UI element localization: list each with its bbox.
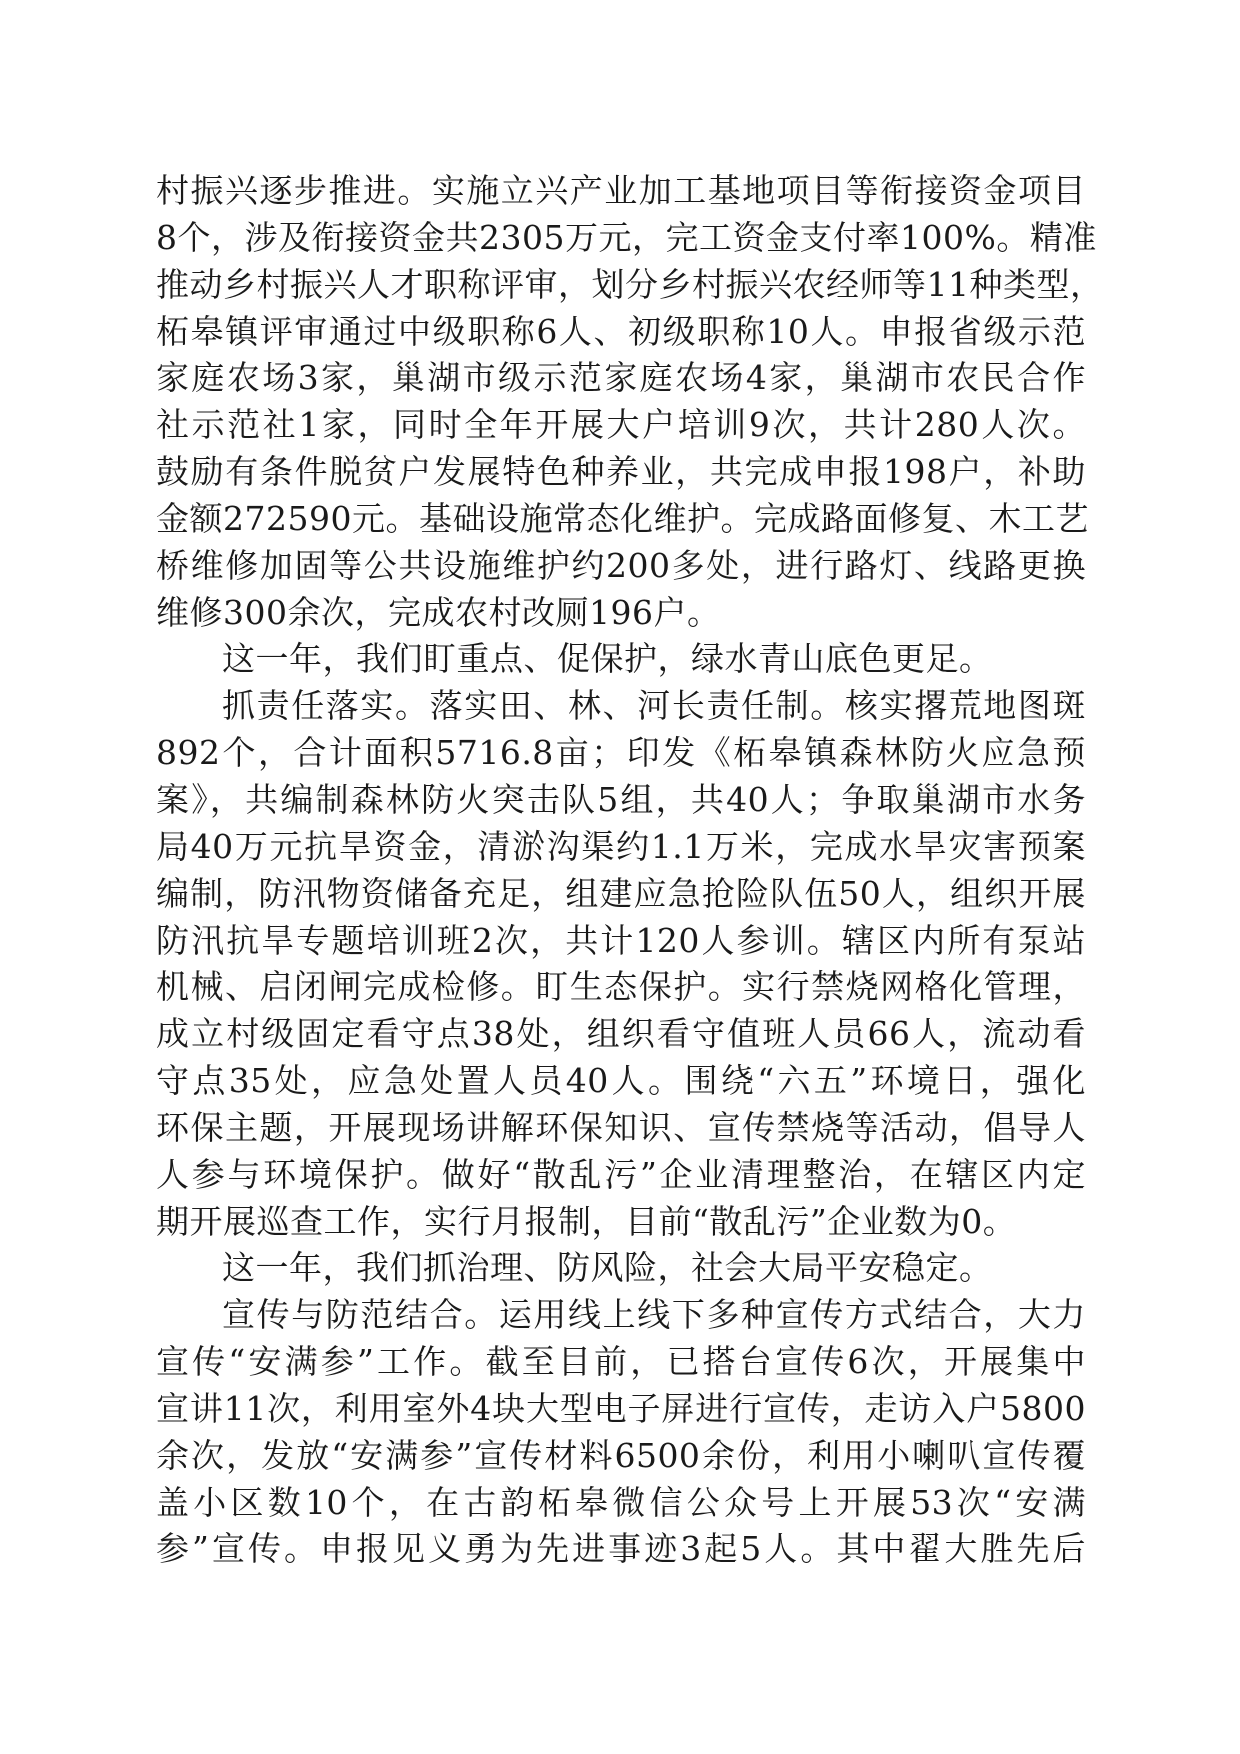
text-line: 宣传“安满参”工作。截至目前，已搭台宣传6次，开展集中 [156,1342,1086,1382]
text-line: 村振兴逐步推进。实施立兴产业加工基地项目等衔接资金项目 [156,171,1086,210]
text-line: 宣讲11次，利用室外4块大型电子屏进行宣传，走访入户5800 [156,1388,1086,1428]
text-line: 社示范社1家，同时全年开展大户培训9次，共计280人次。 [156,405,1086,445]
text-line: 鼓励有条件脱贫户发展特色种养业，共完成申报198户，补助 [156,452,1086,492]
text-line: 局40万元抗旱资金，清淤沟渠约1.1万米，完成水旱灾害预案 [156,826,1086,866]
text-line: 人参与环境保护。做好“散乱污”企业清理整治，在辖区内定 [156,1154,1086,1194]
text-line: 守点35处，应急处置人员40人。围绕“六五”环境日，强化 [156,1061,1086,1101]
text-line: 8个，涉及衔接资金共2305万元，完工资金支付率100%。精准 [156,217,1097,257]
text-line: 期开展巡查工作，实行月报制，目前“散乱污”企业数为0。 [156,1201,1017,1241]
text-line: 柘皋镇评审通过中级职称6人、初级职称10人。申报省级示范 [156,311,1086,351]
text-line: 推动乡村振兴人才职称评审，划分乡村振兴农经师等11种类型， [156,264,1104,304]
paragraph-first-line: 抓责任落实。落实田、林、河长责任制。核实撂荒地图斑 [222,686,1086,726]
text-line: 环保主题，开展现场讲解环保知识、宣传禁烧等活动，倡导人 [156,1107,1086,1147]
body-text [156,168,1104,1573]
text-line: 防汛抗旱专题培训班2次，共计120人参训。辖区内所有泵站 [156,920,1086,960]
text-line: 892个，合计面积5716.8亩；印发《柘皋镇森林防火应急预 [156,733,1086,773]
text-line: 金额272590元。基础设施常态化维护。完成路面修复、木工艺 [156,498,1089,538]
paragraph-first-line: 宣传与防范结合。运用线上线下多种宣传方式结合，大力 [222,1295,1086,1335]
text-line: 桥维修加固等公共设施维护约200多处，进行路灯、线路更换 [156,545,1086,585]
text-line: 案》，共编制森林防火突击队5组，共40人；争取巢湖市水务 [156,779,1086,819]
section-heading: 这一年，我们抓治理、防风险，社会大局平安稳定。 [222,1248,993,1288]
text-line: 机械、启闭闸完成检修。盯生态保护。实行禁烧网格化管理， [156,967,1086,1007]
text-line: 编制，防汛物资储备充足，组建应急抢险队伍50人，组织开展 [156,873,1086,913]
text-line: 维修300余次，完成农村改厕196户。 [156,592,721,632]
text-line: 家庭农场3家，巢湖市级示范家庭农场4家，巢湖市农民合作 [156,358,1086,398]
text-line: 参”宣传。申报见义勇为先进事迹3起5人。其中翟大胜先后 [156,1529,1086,1569]
section-heading: 这一年，我们盯重点、促保护，绿水青山底色更足。 [222,639,993,679]
text-line: 余次，发放“安满参”宣传材料6500余份，利用小喇叭宣传覆 [156,1435,1086,1475]
text-line: 盖小区数10个，在古韵柘皋微信公众号上开展53次“安满 [156,1482,1086,1522]
text-line: 成立村级固定看守点38处，组织看守值班人员66人，流动看 [156,1014,1086,1054]
